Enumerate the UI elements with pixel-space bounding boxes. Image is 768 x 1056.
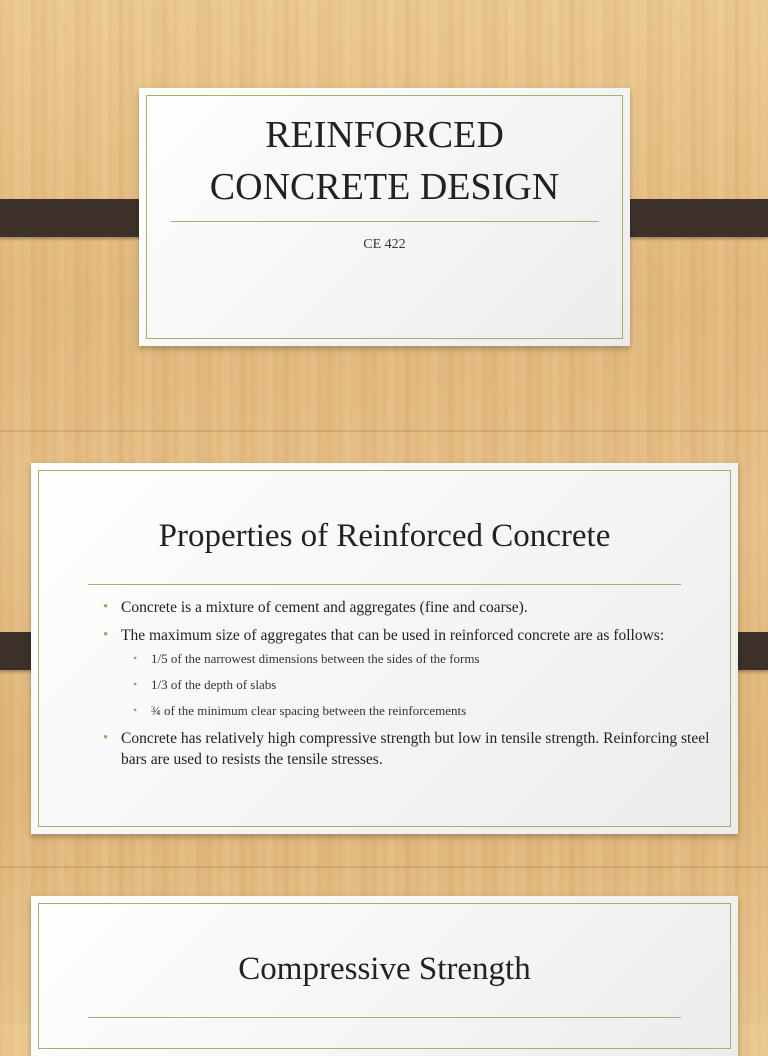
slide1-right-strap	[612, 199, 768, 237]
sub-bullet-text: 1/5 of the narrowest dimensions between the sides of the forms	[151, 651, 480, 666]
sub-bullet-marker: •	[133, 651, 138, 665]
heading-rule	[88, 584, 681, 585]
bullet-text: The maximum size of aggregates that can be used in reinforced concrete are as follows:	[121, 627, 665, 644]
slide-subtitle: CE 422	[363, 237, 406, 252]
sub-bullet-list	[121, 650, 718, 719]
bullet-item	[103, 728, 718, 770]
sub-bullet-marker: •	[133, 677, 138, 691]
plank-seam	[0, 866, 768, 868]
slide-title-line2: CONCRETE DESIGN	[209, 166, 560, 208]
title-slide[interactable]	[139, 88, 630, 346]
sub-bullet-marker: •	[133, 703, 138, 717]
bullet-marker: •	[103, 730, 109, 746]
bullet-marker: •	[103, 599, 109, 615]
sub-bullet-item	[121, 676, 718, 693]
sub-bullet-text: ¾ of the minimum clear spacing between the reinforcements	[151, 703, 467, 718]
compressive-strength-slide[interactable]	[31, 896, 738, 1056]
bullet-text: Concrete has relatively high compressive strength but low in tensile strength. Reinforcing steel bars are used to resists the tensile stresses.	[121, 730, 710, 768]
title-rule	[171, 221, 599, 222]
bullet-marker: •	[103, 627, 109, 643]
slide-heading: Properties of Reinforced Concrete	[158, 518, 611, 554]
heading-rule	[88, 1017, 681, 1018]
slide-title-line1: REINFORCED	[265, 114, 504, 156]
sub-bullet-item	[121, 650, 718, 667]
bullet-text: Concrete is a mixture of cement and aggregates (fine and coarse).	[121, 599, 528, 616]
bullet-item	[103, 625, 718, 719]
slide1-left-strap	[0, 199, 156, 237]
bullet-item	[103, 597, 718, 618]
slide-heading: Compressive Strength	[238, 951, 531, 987]
sub-bullet-text: 1/3 of the depth of slabs	[151, 677, 277, 692]
bullet-list	[103, 597, 718, 777]
properties-slide[interactable]	[31, 463, 738, 834]
sub-bullet-item	[121, 702, 718, 719]
plank-seam	[0, 430, 768, 432]
